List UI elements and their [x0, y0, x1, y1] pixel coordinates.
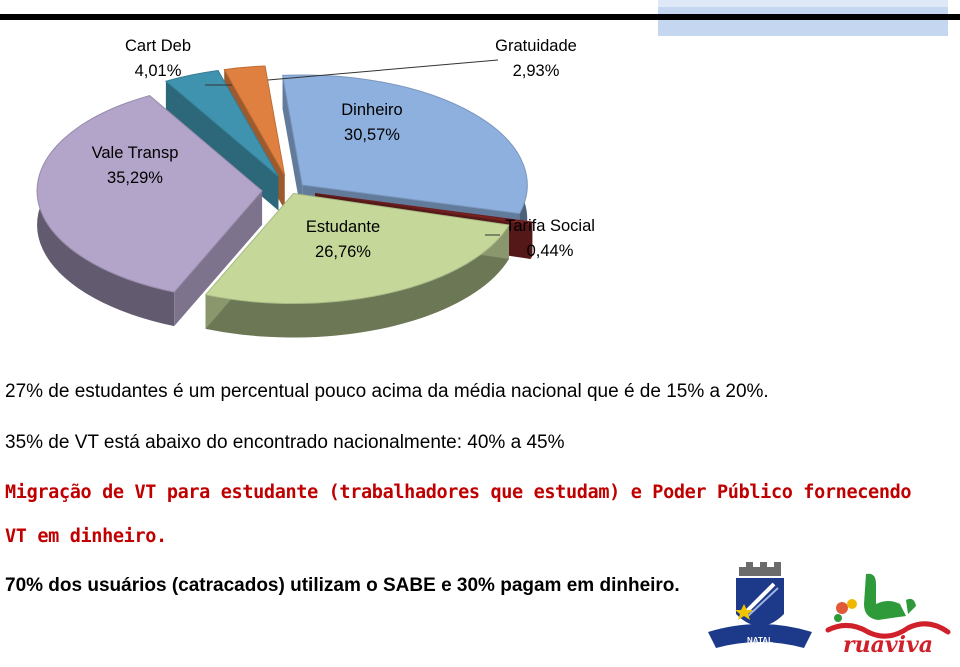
label-name-gratuidade: Gratuidade: [495, 37, 577, 55]
label-name-cart-deb: Cart Deb: [124, 37, 192, 55]
top-accent-band-light: [658, 0, 948, 7]
ruaviva-logo: [818, 570, 960, 667]
label-name-estudante: Estudante: [305, 218, 381, 236]
note-students: 27% de estudantes é um percentual pouco acima da média nacional que é de 15% a 20%.: [5, 381, 769, 402]
label-name-vale-transp: Vale Transp: [91, 144, 179, 162]
natal-coat-of-arms-logo: [704, 558, 816, 662]
label-value-vale-transp: 35,29%: [107, 169, 163, 187]
note-migration-1: Migração de VT para estudante (trabalhadores que estudam) e Poder Público fornecendo: [5, 482, 912, 503]
label-value-estudante: 26,76%: [315, 243, 371, 261]
top-divider-bar: [0, 14, 960, 20]
label-name-tarifa-social: Tarifa Social: [505, 217, 595, 235]
note-sabe: 70% dos usuários (catracados) utilizam o SABE e 30% pagam em dinheiro.: [5, 575, 680, 596]
label-value-tarifa-social: 0,44%: [526, 242, 574, 260]
natal-logo-text: NATAL: [747, 636, 773, 645]
leader-gratuidade: [268, 60, 498, 80]
label-value-cart-deb: 4,01%: [134, 62, 182, 80]
note-migration-2: VT em dinheiro.: [5, 526, 167, 547]
label-value-dinheiro: 30,57%: [344, 126, 400, 144]
ruaviva-logo-text: ruaviva: [842, 632, 934, 658]
label-name-dinheiro: Dinheiro: [341, 101, 403, 119]
note-vt: 35% de VT está abaixo do encontrado nacionalmente: 40% a 45%: [5, 432, 565, 453]
pie-slices: [37, 66, 532, 338]
pie-chart: [0, 30, 960, 350]
label-value-gratuidade: 2,93%: [512, 62, 560, 80]
